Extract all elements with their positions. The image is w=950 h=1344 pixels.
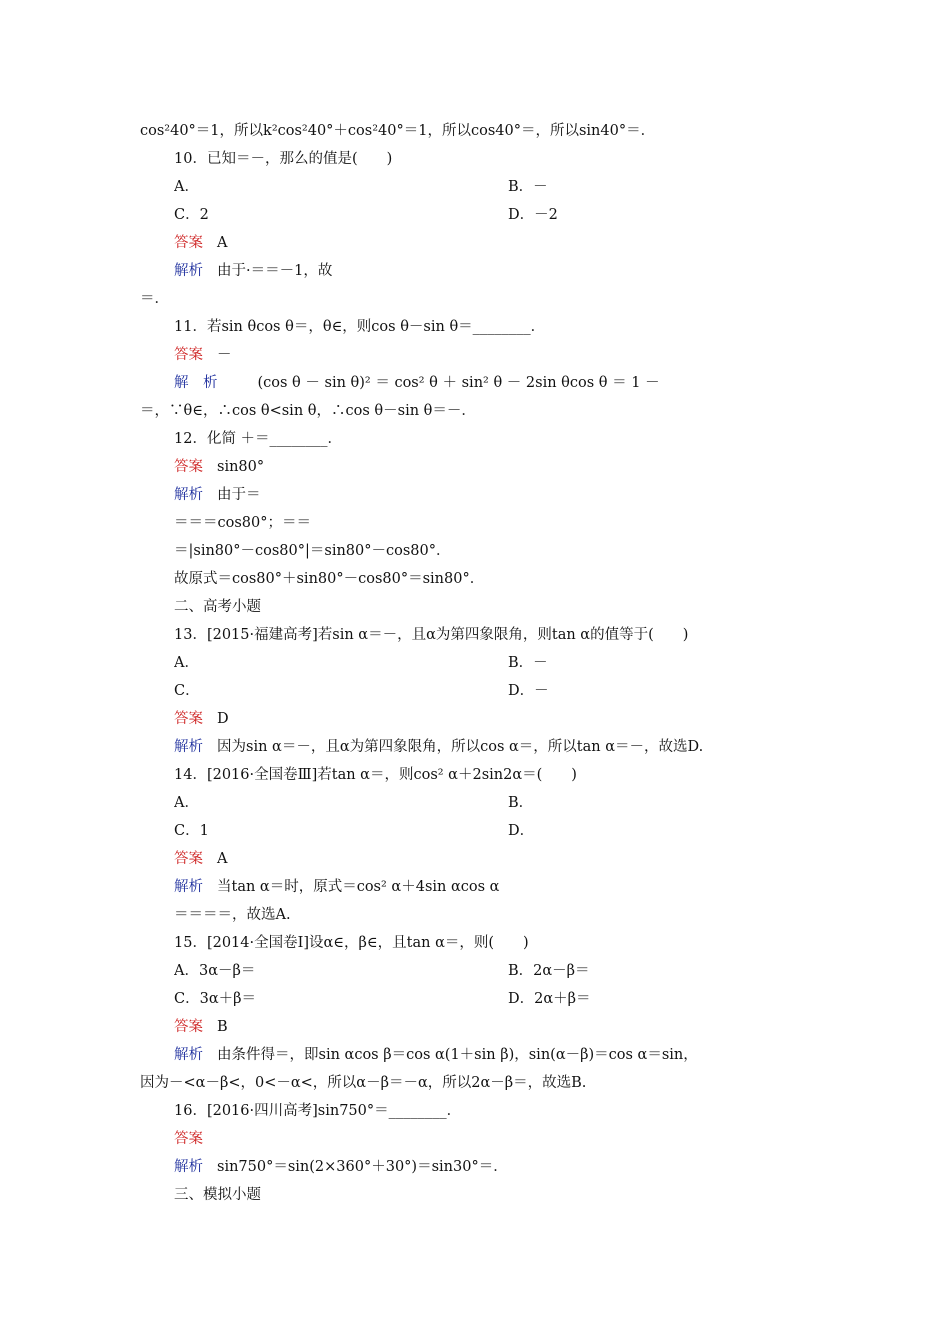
question-12: 12．化简 ＋＝________． <box>174 431 343 447</box>
answer-line <box>174 345 854 365</box>
question-13: 13．[2015·福建高考]若sin α＝－，且α为第四象限角，则tan α的值等于( ) <box>174 627 689 643</box>
option-b: B．－ <box>508 179 548 195</box>
answer-value: sin80° <box>217 459 265 475</box>
question-10: 10．已知＝－，那么的值是( ) <box>174 151 393 167</box>
analysis-label: 解析 <box>174 1047 203 1063</box>
option-c: C． <box>174 683 200 699</box>
option-d: D．－2 <box>508 207 558 223</box>
option-c: C．3α＋β＝ <box>174 991 256 1007</box>
answer-label: 答案 <box>174 347 203 363</box>
option-d: D． <box>508 823 535 839</box>
analysis-line <box>174 261 854 281</box>
answer-line <box>174 1017 854 1037</box>
answer-value: B <box>217 1019 228 1035</box>
text-line: ＝＝＝＝，故选A. <box>174 907 291 923</box>
option-a: A． <box>174 655 199 671</box>
answer-value: － <box>217 347 232 363</box>
option-a: A．3α－β＝ <box>174 963 256 979</box>
answer-line <box>174 1129 854 1149</box>
answer-label: 答案 <box>174 459 203 475</box>
answer-line <box>174 849 854 869</box>
option-a: A． <box>174 179 199 195</box>
analysis-label: 解析 <box>174 879 203 895</box>
analysis-label: 解析 <box>174 263 203 279</box>
section-heading: 三、模拟小题 <box>174 1187 261 1203</box>
analysis-text: 由于＝ <box>217 487 261 503</box>
analysis-line <box>174 1157 854 1177</box>
answer-value: A <box>217 235 228 251</box>
analysis-text: sin750°＝sin(2×360°＋30°)＝sin30°＝． <box>217 1159 508 1175</box>
analysis-line <box>174 373 854 393</box>
analysis-text: 因为sin α＝－，且α为第四象限角，所以cos α＝，所以tan α＝－，故选D. <box>217 739 704 755</box>
option-d: D．2α＋β＝ <box>508 991 591 1007</box>
text-line: ＝＝＝cos80°；＝＝ <box>174 515 311 531</box>
text-line: cos²40°＝1，所以k²cos²40°＋cos²40°＝1，所以cos40°＝，所以sin40°＝． <box>140 123 656 139</box>
text-line: ＝|sin80°－cos80°|＝sin80°－cos80°． <box>174 543 451 559</box>
question-11: 11．若sin θcos θ＝，θ∈，则cos θ－sin θ＝________． <box>174 319 546 335</box>
option-b: B． <box>508 795 534 811</box>
option-b: B．2α－β＝ <box>508 963 590 979</box>
text-line: ＝． <box>140 291 169 307</box>
answer-label: 答案 <box>174 851 203 867</box>
analysis-label: 解析 <box>174 1159 203 1175</box>
analysis-line <box>174 737 854 757</box>
text-line: 故原式＝cos80°＋sin80°－cos80°＝sin80°． <box>174 571 485 587</box>
analysis-text: 由条件得＝，即sin αcos β＝cos α(1＋sin β)，sin(α－β)＝cos α＝sin， <box>217 1047 698 1063</box>
question-15: 15．[2014·全国卷Ⅰ]设α∈，β∈，且tan α＝，则( ) <box>174 935 529 951</box>
option-c: C．2 <box>174 207 209 223</box>
analysis-line <box>174 1045 854 1065</box>
answer-label: 答案 <box>174 711 203 727</box>
analysis-text: 当tan α＝时，原式＝cos² α＋4sin αcos α <box>217 879 500 895</box>
analysis-label: 解析 <box>174 739 203 755</box>
analysis-line <box>174 485 854 505</box>
analysis-label: 解 析 <box>174 375 218 391</box>
option-d: D．－ <box>508 683 549 699</box>
analysis-text: 由于·＝＝－1，故 <box>217 263 333 279</box>
answer-label: 答案 <box>174 1019 203 1035</box>
answer-line <box>174 709 854 729</box>
answer-value: A <box>217 851 228 867</box>
answer-label: 答案 <box>174 1131 203 1147</box>
answer-label: 答案 <box>174 235 203 251</box>
question-14: 14．[2016·全国卷Ⅲ]若tan α＝，则cos² α＋2sin2α＝( ) <box>174 767 577 783</box>
option-a: A． <box>174 795 199 811</box>
answer-line <box>174 233 854 253</box>
answer-value: D <box>217 711 229 727</box>
text-line: 因为－<α－β<，0<－α<，所以α－β＝－α，所以2α－β＝，故选B. <box>140 1075 587 1091</box>
analysis-label: 解析 <box>174 487 203 503</box>
analysis-line <box>174 877 854 897</box>
section-heading: 二、高考小题 <box>174 599 261 615</box>
analysis-text: (cos θ － sin θ)² ＝ cos² θ ＋ sin² θ － 2sin θcos θ ＝ 1 － <box>257 375 660 391</box>
option-c: C．1 <box>174 823 209 839</box>
answer-line <box>174 457 854 477</box>
text-line: ＝，∵θ∈，∴cos θ<sin θ，∴cos θ－sin θ＝－． <box>140 403 476 419</box>
option-b: B．－ <box>508 655 548 671</box>
question-16: 16．[2016·四川高考]sin750°＝________． <box>174 1103 462 1119</box>
